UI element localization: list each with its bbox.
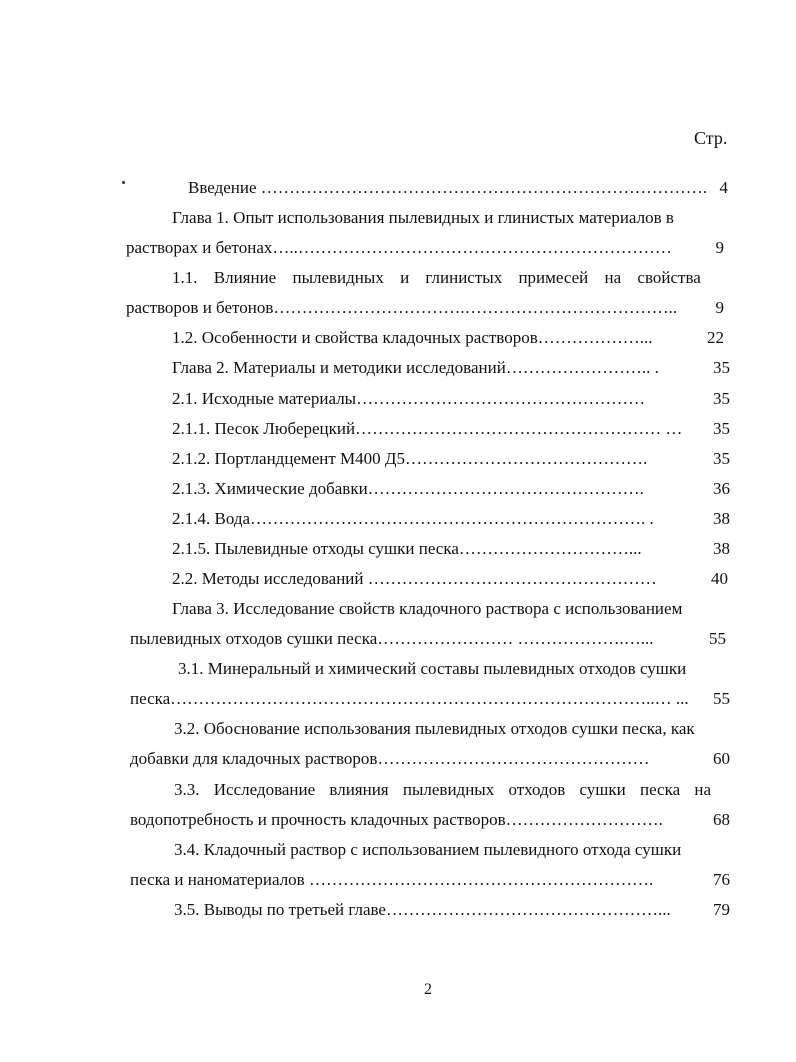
toc-entry-2-2: 2.2. Методы исследований …………………………………………… [172,569,657,588]
toc-entry-3-2-line1: 3.2. Обоснование использования пылевидных отходов сушки песка, как [174,719,695,738]
toc-entry-chapter2: Глава 2. Материалы и методики исследований…………………….. . [172,358,659,377]
toc-page-2-1-2: 35 [713,449,730,468]
toc-page-2-1: 35 [713,389,730,408]
toc-page-1-1: 9 [715,298,724,317]
toc-entry-3-1-line1: 3.1. Минеральный и химический составы пылевидных отходов сушки [178,659,687,678]
toc-page-2-2: 40 [711,569,728,588]
toc-entry-3-3-line2: водопотребность и прочность кладочных растворов………………………. [130,810,663,829]
scan-speck [122,181,125,184]
toc-entry-2-1-4: 2.1.4. Вода……………………………………………………………. . [172,509,654,528]
toc-page-3-2: 60 [713,749,730,768]
toc-entry-intro: Введение ……………………………………………………………………. [188,178,708,197]
toc-entry-1-1-line1: 1.1. Влияние пылевидных и глинистых примесей на свойства [172,268,701,287]
toc-entry-3-4-line2: песка и наноматериалов ……………………………………………………. [130,870,654,889]
toc-entry-chapter1-line2: растворах и бетонах…..………………………………………………………… [126,238,672,257]
toc-entry-2-1-2: 2.1.2. Портландцемент М400 Д5……………………………………. [172,449,648,468]
page-column-label: Стр. [694,128,728,148]
toc-entry-3-3-line1: 3.3. Исследование влияния пылевидных отходов сушки песка на [174,780,712,799]
toc-entry-chapter1-line1: Глава 1. Опыт использования пылевидных и глинистых материалов в [172,208,674,227]
toc-entry-3-5: 3.5. Выводы по третьей главе…………………………………………... [174,900,671,919]
toc-entry-chapter3-line2: пылевидных отходов сушки песка…………………… ……………….…... [130,629,654,648]
toc-page-1-2: 22 [707,328,724,347]
toc-entry-2-1-3: 2.1.3. Химические добавки…………………………………………. [172,479,644,498]
toc-entry-2-1-1: 2.1.1. Песок Люберецкий……………………………………………… … [172,419,683,438]
toc-page-2-1-1: 35 [713,419,730,438]
toc-page-3-4: 76 [713,870,730,889]
toc-entry-3-1-line2: песка…………………………………………………………………………..… ... [130,689,689,708]
toc-page-2-1-4: 38 [713,509,730,528]
toc-page-chapter3: 55 [709,629,726,648]
page-number: 2 [424,981,432,998]
toc-entry-3-2-line2: добавки для кладочных растворов………………………………………… [130,749,650,768]
toc-entry-1-1-line2: растворов и бетонов…………………………….……………………………….. [126,298,678,317]
toc-entry-1-2: 1.2. Особенности и свойства кладочных растворов………………... [172,328,653,347]
toc-page-chapter1: 9 [715,238,724,257]
toc-entry-2-1-5: 2.1.5. Пылевидные отходы сушки песка…………………………... [172,539,642,558]
toc-entry-3-4-line1: 3.4. Кладочный раствор с использованием пылевидного отхода сушки [174,840,682,859]
toc-page-3-3: 68 [713,810,730,829]
toc-page-2-1-3: 36 [713,479,730,498]
toc-page-3-1: 55 [713,689,730,708]
toc-page-2-1-5: 38 [713,539,730,558]
toc-page-intro: 4 [719,178,728,197]
toc-entry-chapter3-line1: Глава 3. Исследование свойств кладочного раствора с использованием [172,599,683,618]
toc-page-3-5: 79 [713,900,730,919]
toc-entry-2-1: 2.1. Исходные материалы…………………………………………… [172,389,646,408]
toc-page-chapter2: 35 [713,358,730,377]
